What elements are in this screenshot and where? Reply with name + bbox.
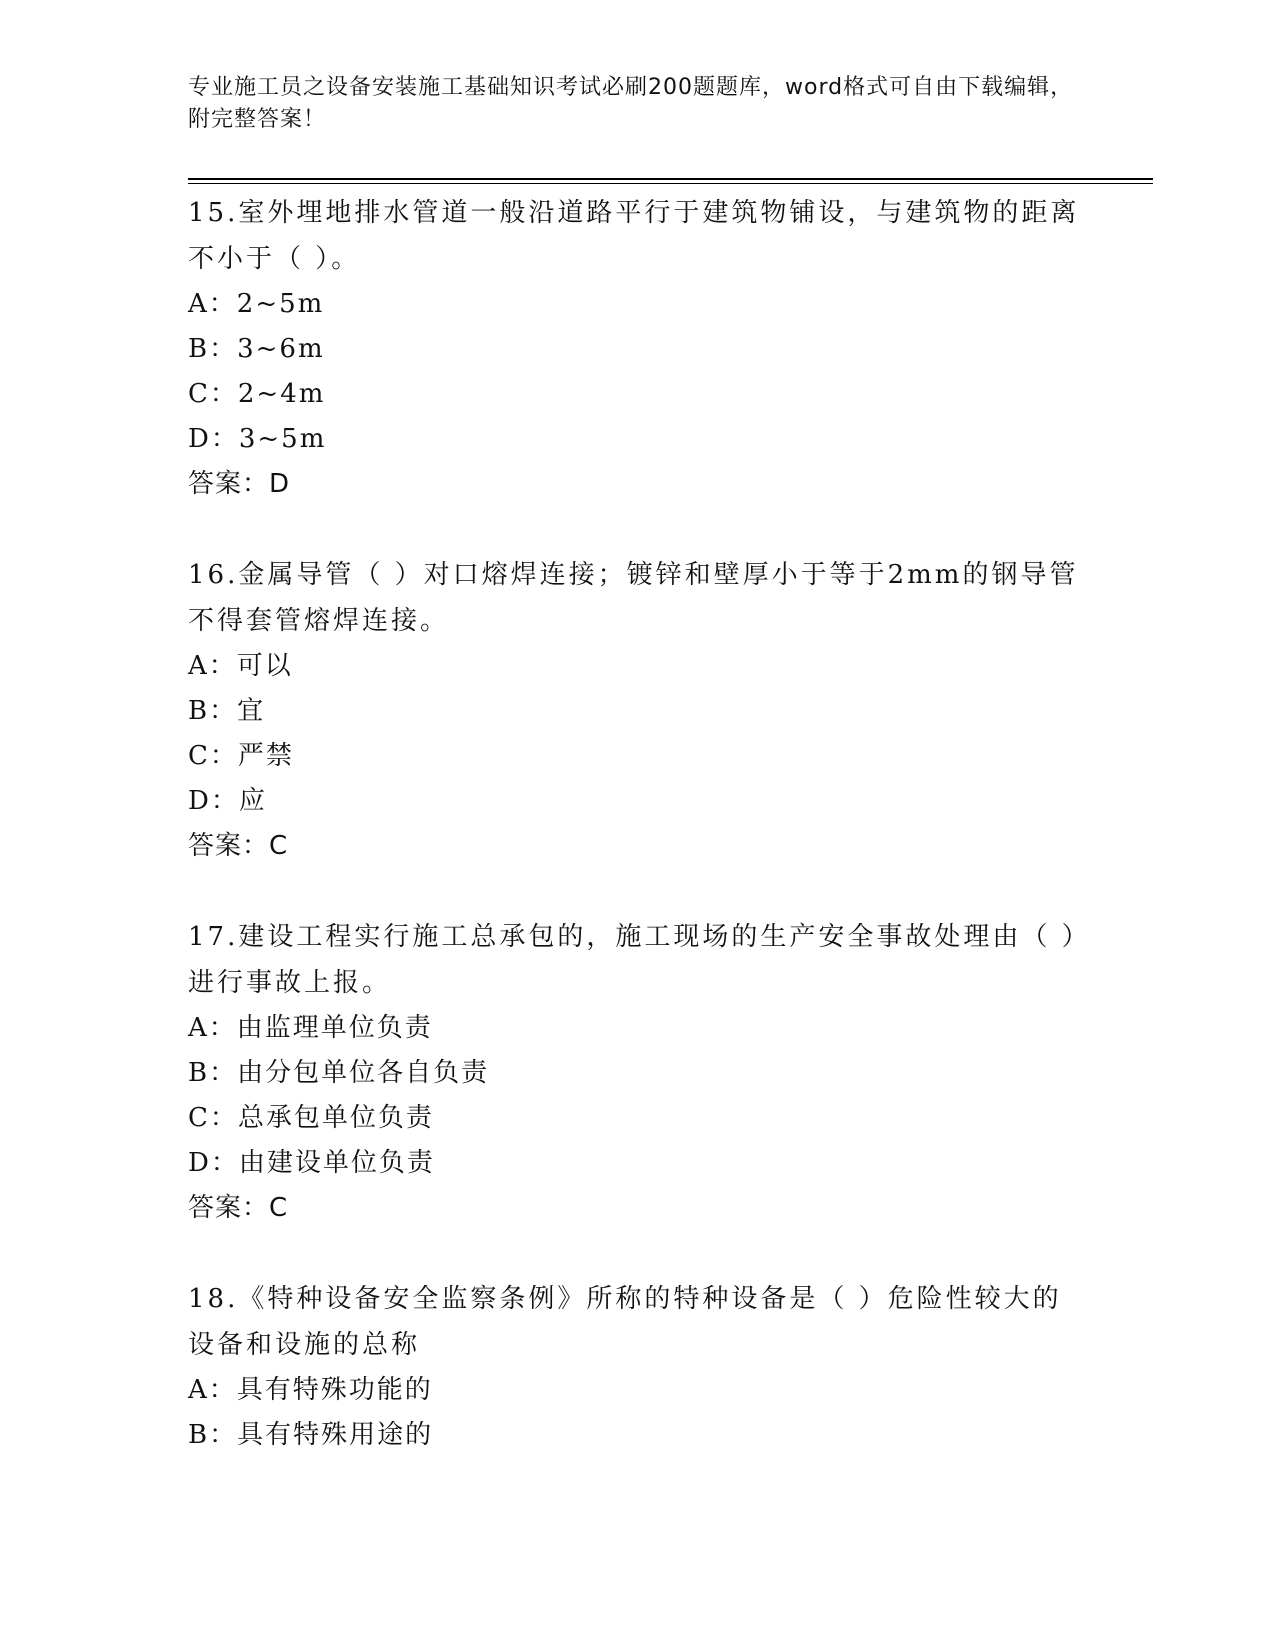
option-c: C：严禁: [188, 741, 294, 771]
option-d: D：由建设单位负责: [188, 1148, 435, 1178]
option-c: C：2~4m: [188, 379, 326, 409]
option-d: D：3~5m: [188, 424, 327, 454]
question-stem: 17.建设工程实行施工总承包的，施工现场的生产安全事故处理由（ ）进行事故上报。: [188, 922, 1078, 998]
question-stem: 18.《特种设备安全监察条例》所称的特种设备是（ ）危险性较大的设备和设施的总称: [188, 1284, 1062, 1360]
question-stem: 16.金属导管（ ）对口熔焊连接；镀锌和壁厚小于等于2mm的钢导管不得套管熔焊连接。: [188, 560, 1079, 636]
option-a: A：可以: [188, 651, 293, 681]
question-16: [188, 552, 1088, 869]
question-18: [188, 1276, 1088, 1458]
answer-line: 答案：C: [188, 1193, 289, 1223]
option-a: A：由监理单位负责: [188, 1013, 433, 1043]
option-b: B：由分包单位各自负责: [188, 1058, 490, 1088]
question-list: [188, 190, 1088, 1503]
option-a: A：2~5m: [188, 289, 325, 319]
question-15: [188, 190, 1088, 507]
option-b: B：具有特殊用途的: [188, 1420, 434, 1450]
option-b: B：3~6m: [188, 334, 325, 364]
answer-line: 答案：C: [188, 831, 289, 861]
option-b: B：宜: [188, 696, 266, 726]
answer-line: 答案：D: [188, 469, 291, 499]
option-d: D：应: [188, 786, 267, 816]
question-17: [188, 914, 1088, 1231]
option-c: C：总承包单位负责: [188, 1103, 434, 1133]
option-a: A：具有特殊功能的: [188, 1375, 433, 1405]
document-header: 专业施工员之设备安装施工基础知识考试必刷200题题库，word格式可自由下载编辑，附完整答案！: [188, 75, 1074, 132]
header-divider: [188, 178, 1153, 184]
question-stem: 15.室外埋地排水管道一般沿道路平行于建筑物铺设，与建筑物的距离不小于（ ）。: [188, 198, 1080, 274]
